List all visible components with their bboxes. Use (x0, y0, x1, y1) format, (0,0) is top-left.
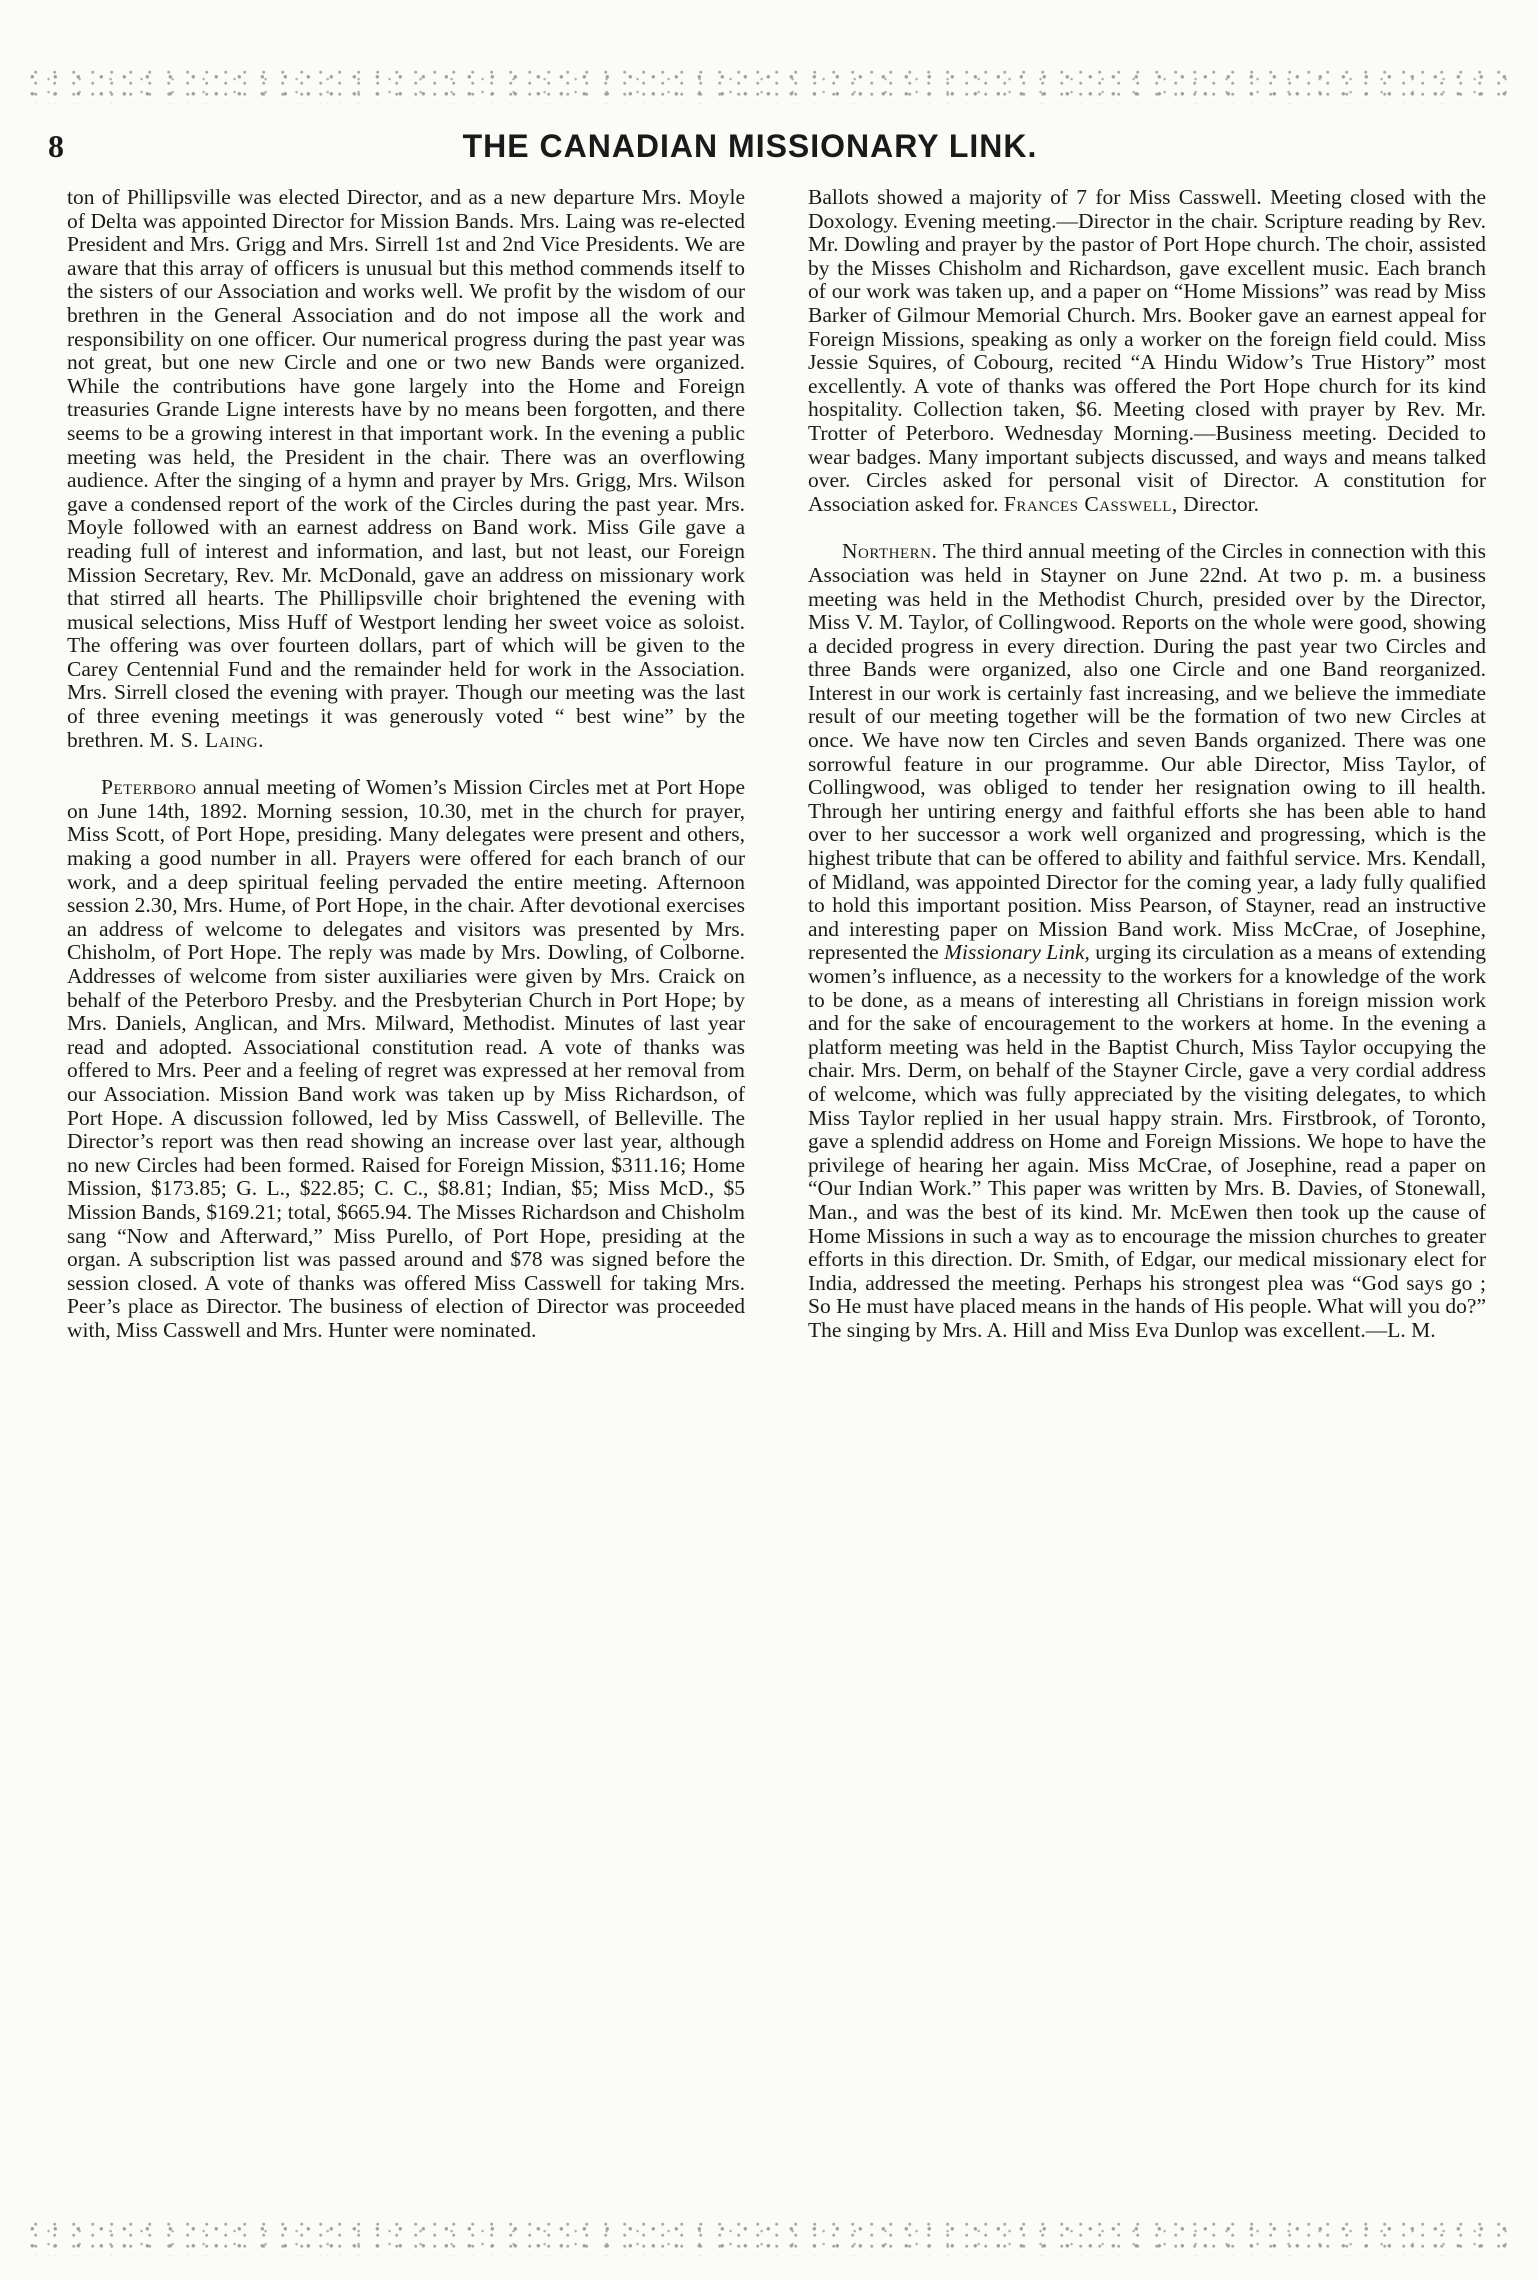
signature-laing: M. S. Laing. (149, 727, 264, 752)
page-number: 8 (48, 128, 64, 164)
left-column (67, 186, 745, 1343)
scan-noise-top (30, 70, 1507, 104)
page-header (40, 128, 1460, 172)
running-head: THE CANADIAN MISSIONARY LINK. (462, 128, 1038, 164)
peterboro-report: Peterboro annual meeting of Women’s Mission Circles met at Port Hope on June 14th, 1892. Morning session, 10.30, met in the church for prayer, Miss Scott, of Port Hope, presiding. Many delegates were present and others, making a good number in all. Prayers were offered for each branch of our work, and a deep spiritual feeling pervaded the entire meeting. Afternoon session 2.30, Mrs. Hume, of Port Hope, in the chair. After devotional exercises an address of welcome to delegates and visitors was presented by Mrs. Chisholm, of Port Hope. The reply was made by Mrs. Dowling, of Colborne. Addresses of welcome from sister auxiliaries were given by Mrs. Craick on behalf of the Peterboro Presby. and the Presbyterian Church in Port Hope; by Mrs. Daniels, Anglican, and Mrs. Milward, Methodist. Minutes of last year read and adopted. Associational constitution read. A vote of thanks was offered to Mrs. Peer and a feeling of regret was expressed at her removal from our Association. Mission Band work was taken up by Miss Richardson, of Port Hope. A discussion followed, led by Miss Casswell, of Belleville. The Director’s report was then read showing an increase over last year, although no new Circles had been formed. Raised for Foreign Mission, $311.16; Home Mission, $173.85; G. L., $22.85; C. C., $8.81; Indian, $5; Miss McD., $5 Mission Bands, $169.21; total, $665.94. The Misses Richardson and Chisholm sang “Now and Afterward,” Miss Purello, of Port Hope, presiding at the organ. A subscription list was passed around and $78 was signed before the session closed. A vote of thanks was offered Miss Casswell for taking Mrs. Peer’s place as Director. The business of election of Director was proceeded with, Miss Casswell and Mrs. Hunter were nominated. (67, 775, 745, 1342)
missionary-link-title: Missionary Link, (944, 940, 1090, 965)
northern-lead: Northern. (842, 539, 938, 564)
scan-noise-bottom (30, 2222, 1507, 2256)
right-column (808, 186, 1486, 1343)
peterboro-lead: Peterboro (101, 775, 197, 800)
peterboro-report-continued: Ballots showed a majority of 7 for Miss Casswell. Meeting closed with the Doxology. Evening meeting.—Director in the chair. Scripture reading by Rev. Mr. Dowling and prayer by the pastor of Port Hope church. The choir, assisted by the Misses Chisholm and Richardson, gave excellent music. Each branch of our work was taken up, and a paper on “Home Missions” was read by Miss Barker of Gilmour Memorial Church. Mrs. Booker gave an earnest appeal for Foreign Missions, speaking as only a worker on the foreign field could. Miss Jessie Squires, of Cobourg, recited “A Hindu Widow’s True History” most excellently. A vote of thanks was offered the Port Hope church for its kind hospitality. Collection taken, $6. Meeting closed with prayer by Rev. Mr. Trotter of Peterboro. Wednesday Morning.—Business meeting. Decided to wear badges. Many important subjects discussed, and ways and means talked over. Circles asked for personal visit of Director. A constitution for Association asked for. Frances Casswell, Director. (808, 185, 1486, 516)
northern-report: Northern. The third annual meeting of the Circles in connection with this Association was held in Stayner on June 22nd. At two p. m. a business meeting was held in the Methodist Church, presided over by the Director, Miss V. M. Taylor, of Collingwood. Reports on the whole were good, showing a decided progress in every direction. During the past year two Circles and three Bands were organized, also one Circle and one Band reorganized. Interest in our work is certainly fast increasing, and we believe the immediate result of our meeting together will be the formation of two new Circles at once. We have now ten Circles and seven Bands organized. There was one sorrowful feature in our programme. Our able Director, Miss Taylor, of Collingwood, was obliged to tender her resignation owing to ill health. Through her untiring energy and faithful efforts she has been able to hand over to her successor a work well organized and progressing, which is the highest tribute that can be offered to ability and faithful service. Mrs. Kendall, of Midland, was appointed Director for the coming year, a lady fully qualified to hold this important position. Miss Pearson, of Stayner, read an instructive and interesting paper on Mission Band work. Miss McCrae, of Josephine, represented the Missionary Link, urging its circulation as a means of extending women’s influence, as a necessity to the workers for a knowledge of the work to be done, as a means of interesting all Christians in foreign mission work and for the sake of encouragement to the workers at home. In the evening a platform meeting was held in the Baptist Church, Miss Taylor occupying the chair. Mrs. Derm, on behalf of the Stayner Circle, gave a very cordial address of welcome, which was fully appreciated by the visiting delegates, to which Miss Taylor replied in her usual happy strain. Mrs. Firstbrook, of Toronto, gave a splendid address on Home and Foreign Missions. We hope to have the privilege of hearing her again. Miss McCrae, of Josephine, read a paper on “Our Indian Work.” This paper was written by Mrs. B. Davies, of Stonewall, Man., and was the best of its kind. Mr. McEwen then took up the cause of Home Missions in such a way as to encourage the mission churches to greater efforts in this direction. Dr. Smith, of Edgar, our medical missionary elect for India, addressed the meeting. Perhaps his strongest plea was “God says go ; So He must have placed means in the hands of His people. What will you do?” The singing by Mrs. A. Hill and Miss Eva Dunlop was excellent.—L. M. (808, 539, 1486, 1342)
signature-casswell: Frances Casswell, (1003, 491, 1178, 516)
article-continuation-text: ton of Phillipsville was elected Director, and as a new departure Mrs. Moyle of Delta was appointed Director for Mission Bands. Mrs. Laing was re-elected President and Mrs. Grigg and Mrs. Sirrell 1st and 2nd Vice Presidents. We are aware that this array of officers is unusual but this method commends itself to the sisters of our Association and works well. We profit by the wisdom of our brethren in the General Association and do not impose all the work and responsibility on one officer. Our numerical progress during the past year was not great, but one new Circle and one or two new Bands were organized. While the contributions have gone largely into the Home and Foreign treasuries Grande Ligne interests have by no means been forgotten, and there seems to be a growing interest in that important work. In the evening a public meeting was held, the President in the chair. There was an overflowing audience. After the singing of a hymn and prayer by Mrs. Grigg, Mrs. Wilson gave a condensed report of the work of the Circles during the past year. Mrs. Moyle followed with an earnest address on Band work. Miss Gile gave a reading full of interest and information, and last, but not least, our Foreign Mission Secretary, Rev. Mr. McDonald, gave an address on missionary work that stirred all hearts. The Phillipsville choir brightened the evening with musical selections, Miss Huff of Westport lending her sweet voice as soloist. The offering was over fourteen dollars, part of which will be given to the Carey Centennial Fund and the remainder held for work in the Association. Mrs. Sirrell closed the evening with prayer. Though our meeting was the last of three evening meetings it was generously voted “ best wine” by the brethren. M. S. Laing. (67, 185, 745, 752)
